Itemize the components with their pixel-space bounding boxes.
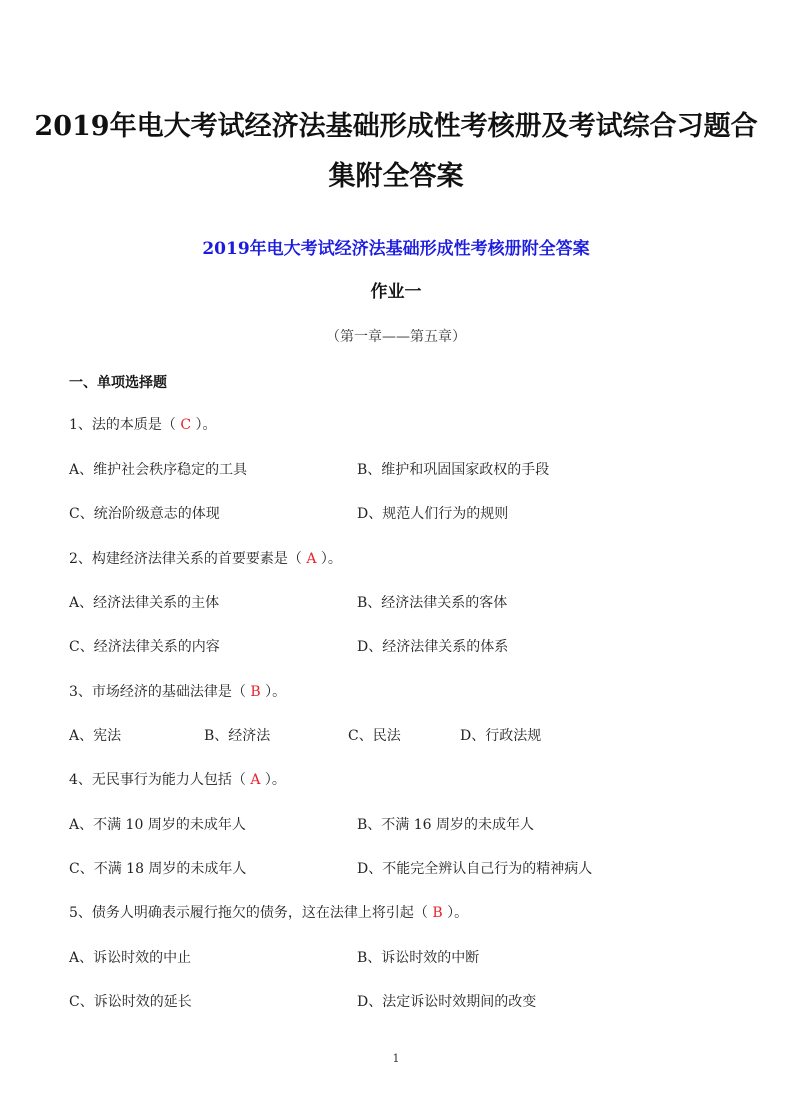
- question-5-option-b: B、诉讼时效的中断: [357, 950, 480, 966]
- question-1-option-d: D、规范人们行为的规则: [357, 506, 509, 522]
- question-4-answer: A: [250, 772, 261, 788]
- question-2-option-b: B、经济法律关系的客体: [357, 595, 508, 611]
- question-5-answer: B: [432, 905, 443, 921]
- question-1-option-c: C、统治阶级意志的体现: [69, 506, 220, 522]
- question-4-option-a: A、不满 10 周岁的未成年人: [69, 817, 246, 833]
- question-1: [69, 414, 217, 434]
- question-3-text: 3、市场经济的基础法律是（: [69, 684, 251, 700]
- question-5-option-c: C、诉讼时效的延长: [69, 994, 192, 1010]
- question-4-text: 4、无民事行为能力人包括（: [69, 772, 251, 788]
- question-1-answer: C: [180, 417, 192, 433]
- question-5: [69, 902, 468, 922]
- question-4-option-c: C、不满 18 周岁的未成年人: [69, 861, 247, 877]
- question-3-option-c: C、民法: [348, 728, 401, 744]
- document-title-line-2: 集附全答案: [328, 161, 464, 192]
- question-3-option-a: A、宪法: [69, 728, 122, 744]
- question-3-suffix: ）。: [260, 684, 287, 700]
- question-2-text: 2、构建经济法律关系的首要要素是（: [69, 551, 307, 567]
- question-2-suffix: ）。: [316, 551, 342, 567]
- page-number: 1: [392, 1052, 400, 1065]
- homework-heading: 作业一: [370, 282, 422, 302]
- question-5-suffix: ）。: [442, 905, 469, 921]
- question-3: [69, 681, 286, 701]
- question-4-option-d: D、不能完全辨认自己行为的精神病人: [357, 861, 593, 877]
- question-1-option-b: B、维护和巩固国家政权的手段: [357, 462, 550, 478]
- question-1-suffix: ）。: [191, 417, 217, 433]
- document-subtitle: 2019年电大考试经济法基础形成性考核册附全答案: [202, 239, 590, 259]
- question-3-answer: B: [250, 684, 261, 700]
- question-4-suffix: ）。: [260, 772, 286, 788]
- question-2-option-d: D、经济法律关系的体系: [357, 639, 509, 655]
- question-2-option-c: C、经济法律关系的内容: [69, 639, 220, 655]
- question-5-option-a: A、诉讼时效的中止: [69, 950, 192, 966]
- question-2: [69, 548, 342, 568]
- question-5-text: 5、债务人明确表示履行拖欠的债务，这在法律上将引起（: [69, 905, 433, 921]
- question-4: [69, 769, 286, 789]
- question-3-option-d: D、行政法规: [460, 728, 542, 744]
- question-1-text: 1、法的本质是（: [69, 417, 181, 433]
- question-5-option-d: D、法定诉讼时效期间的改变: [357, 994, 537, 1010]
- question-2-answer: A: [306, 551, 317, 567]
- document-title-line-1: 2019年电大考试经济法基础形成性考核册及考试综合习题合: [34, 111, 758, 142]
- chapter-range: （第一章——第五章）: [326, 329, 466, 345]
- question-1-option-a: A、维护社会秩序稳定的工具: [69, 462, 248, 478]
- question-4-option-b: B、不满 16 周岁的未成年人: [357, 817, 535, 833]
- question-2-option-a: A、经济法律关系的主体: [69, 595, 220, 611]
- section-title: 一、单项选择题: [69, 375, 167, 391]
- question-3-option-b: B、经济法: [204, 728, 271, 744]
